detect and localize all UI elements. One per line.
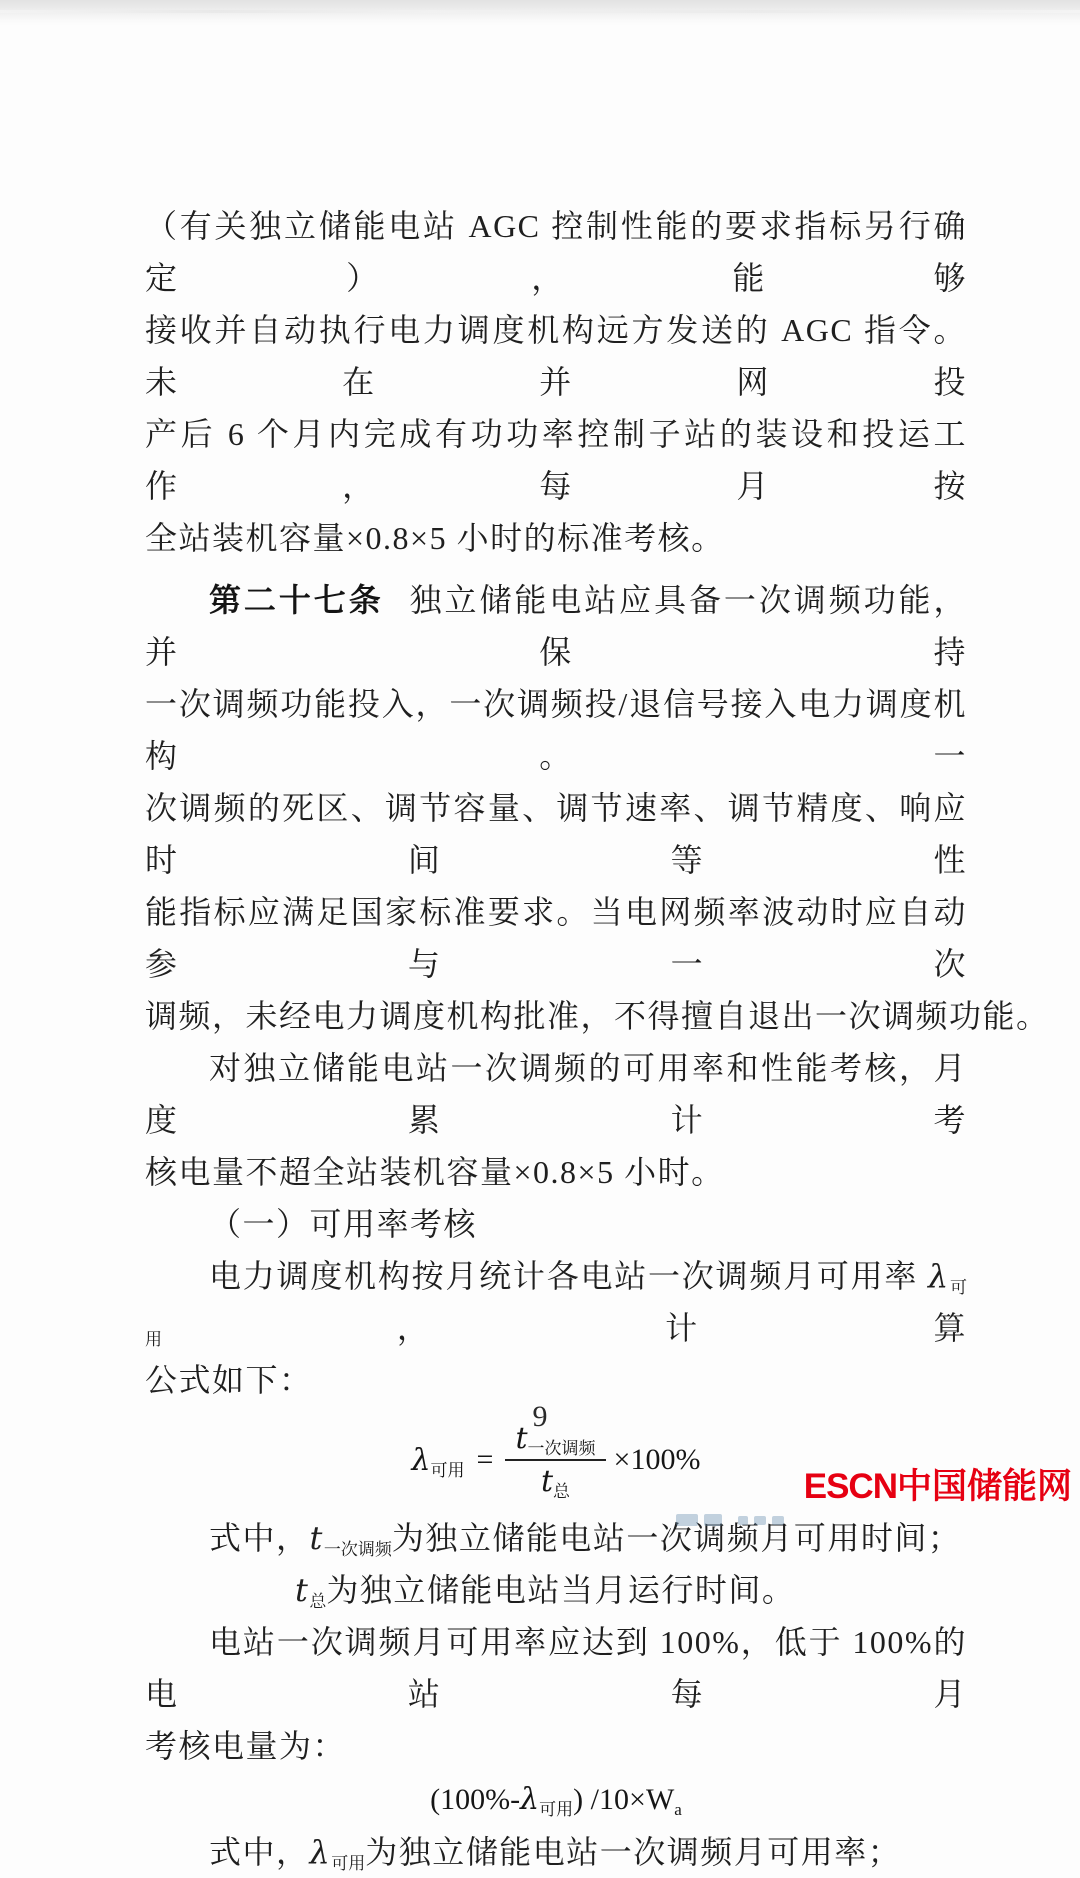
text-line	[145, 1250, 967, 1354]
text-line: 考核电量为：	[145, 1728, 347, 1764]
text-line: 一次调频功能投入，一次调频投/退信号接入电力调度机构。一	[145, 686, 967, 774]
escn-logo	[804, 1468, 1072, 1506]
text-run: 式中，	[209, 1834, 310, 1870]
text-line: 全站装机容量×0.8×5 小时的标准考核。	[145, 520, 725, 556]
text-line: 次调频的死区、调节容量、调节速率、调节精度、响应时间等性	[145, 790, 967, 878]
lambda-subscript: 可用	[145, 1278, 967, 1349]
assessment-formula	[145, 1774, 967, 1826]
text-run: 为独立储能电站一次调频月可用时间；	[391, 1520, 962, 1556]
text-line: 接收并自动执行电力调度机构远方发送的 AGC 指令。未在并网投	[145, 312, 967, 400]
subsection-heading: （一）可用率考核	[209, 1206, 478, 1242]
t-subscript: 总	[309, 1592, 327, 1611]
text-line: 电站一次调频月可用率应达到 100%，低于 100%的电站每月	[145, 1624, 967, 1712]
text-line: 对独立储能电站一次调频的可用率和性能考核，月度累计考	[145, 1050, 967, 1138]
formula-multiplier: ×100%	[613, 1443, 701, 1476]
formula-text: /10×	[583, 1783, 646, 1816]
formula-lhs: $\lambda_{可用}$	[411, 1442, 465, 1480]
scan-edge-top	[0, 0, 1080, 26]
t-symbol: t	[309, 1519, 324, 1557]
lambda-symbol: λ	[309, 1833, 332, 1871]
text-line	[145, 1512, 967, 1564]
article-number: 第二十七条	[209, 582, 384, 618]
equals-sign: =	[476, 1443, 494, 1476]
text-line: 能指标应满足国家标准要求。当电网频率波动时应自动参与一次	[145, 894, 967, 982]
fraction-denominator: $t_总$	[540, 1464, 571, 1501]
text-line	[145, 1564, 967, 1616]
formula-text: 100%-	[440, 1783, 521, 1816]
text-line: 核电量不超全站装机容量×0.8×5 小时。	[145, 1154, 725, 1190]
text-line	[145, 1826, 967, 1878]
article-27-heading-line	[145, 574, 967, 678]
lambda-subscript: 可用	[331, 1854, 366, 1873]
text-line: （有关独立储能电站 AGC 控制性能的要求指标另行确定），能够	[145, 208, 967, 296]
paren-open: (	[430, 1783, 441, 1816]
text-run: 为独立储能电站当月运行时间。	[326, 1572, 796, 1608]
page-number: 9	[532, 1400, 548, 1433]
text-run: 式中，	[209, 1520, 310, 1556]
lambda-symbol: λ	[927, 1257, 950, 1295]
lambda-symbol: λ	[520, 1782, 540, 1817]
text-line: 产后 6 个月内完成有功功率控制子站的装设和投运工作，每月按	[145, 416, 967, 504]
text-run: 为独立储能电站一次调频月可用率；	[365, 1834, 902, 1870]
watermark-fragment	[676, 1514, 786, 1526]
escn-logo-chinese: 中国储能网	[896, 1467, 1072, 1506]
text-line: 公式如下：	[145, 1362, 313, 1398]
t-subscript: 一次调频	[323, 1540, 392, 1559]
text-line: 调频，未经电力调度机构批准，不得擅自退出一次调频功能。	[145, 998, 1050, 1034]
fraction-numerator: $t_{一次调频}$	[505, 1421, 605, 1461]
article-text: 独立储能电站应具备一次调频功能，并保持	[145, 582, 967, 670]
text-run: 电力调度机构按月统计各电站一次调频月可用率	[209, 1258, 928, 1294]
t-symbol: t	[295, 1571, 310, 1609]
w-subscript: a	[674, 1800, 682, 1819]
paren-close: )	[573, 1783, 584, 1816]
escn-logo-latin: ESCN	[803, 1467, 897, 1506]
w-symbol: W	[645, 1783, 675, 1816]
text-run: ，计算	[396, 1310, 967, 1346]
lambda-subscript: 可用	[539, 1800, 574, 1819]
